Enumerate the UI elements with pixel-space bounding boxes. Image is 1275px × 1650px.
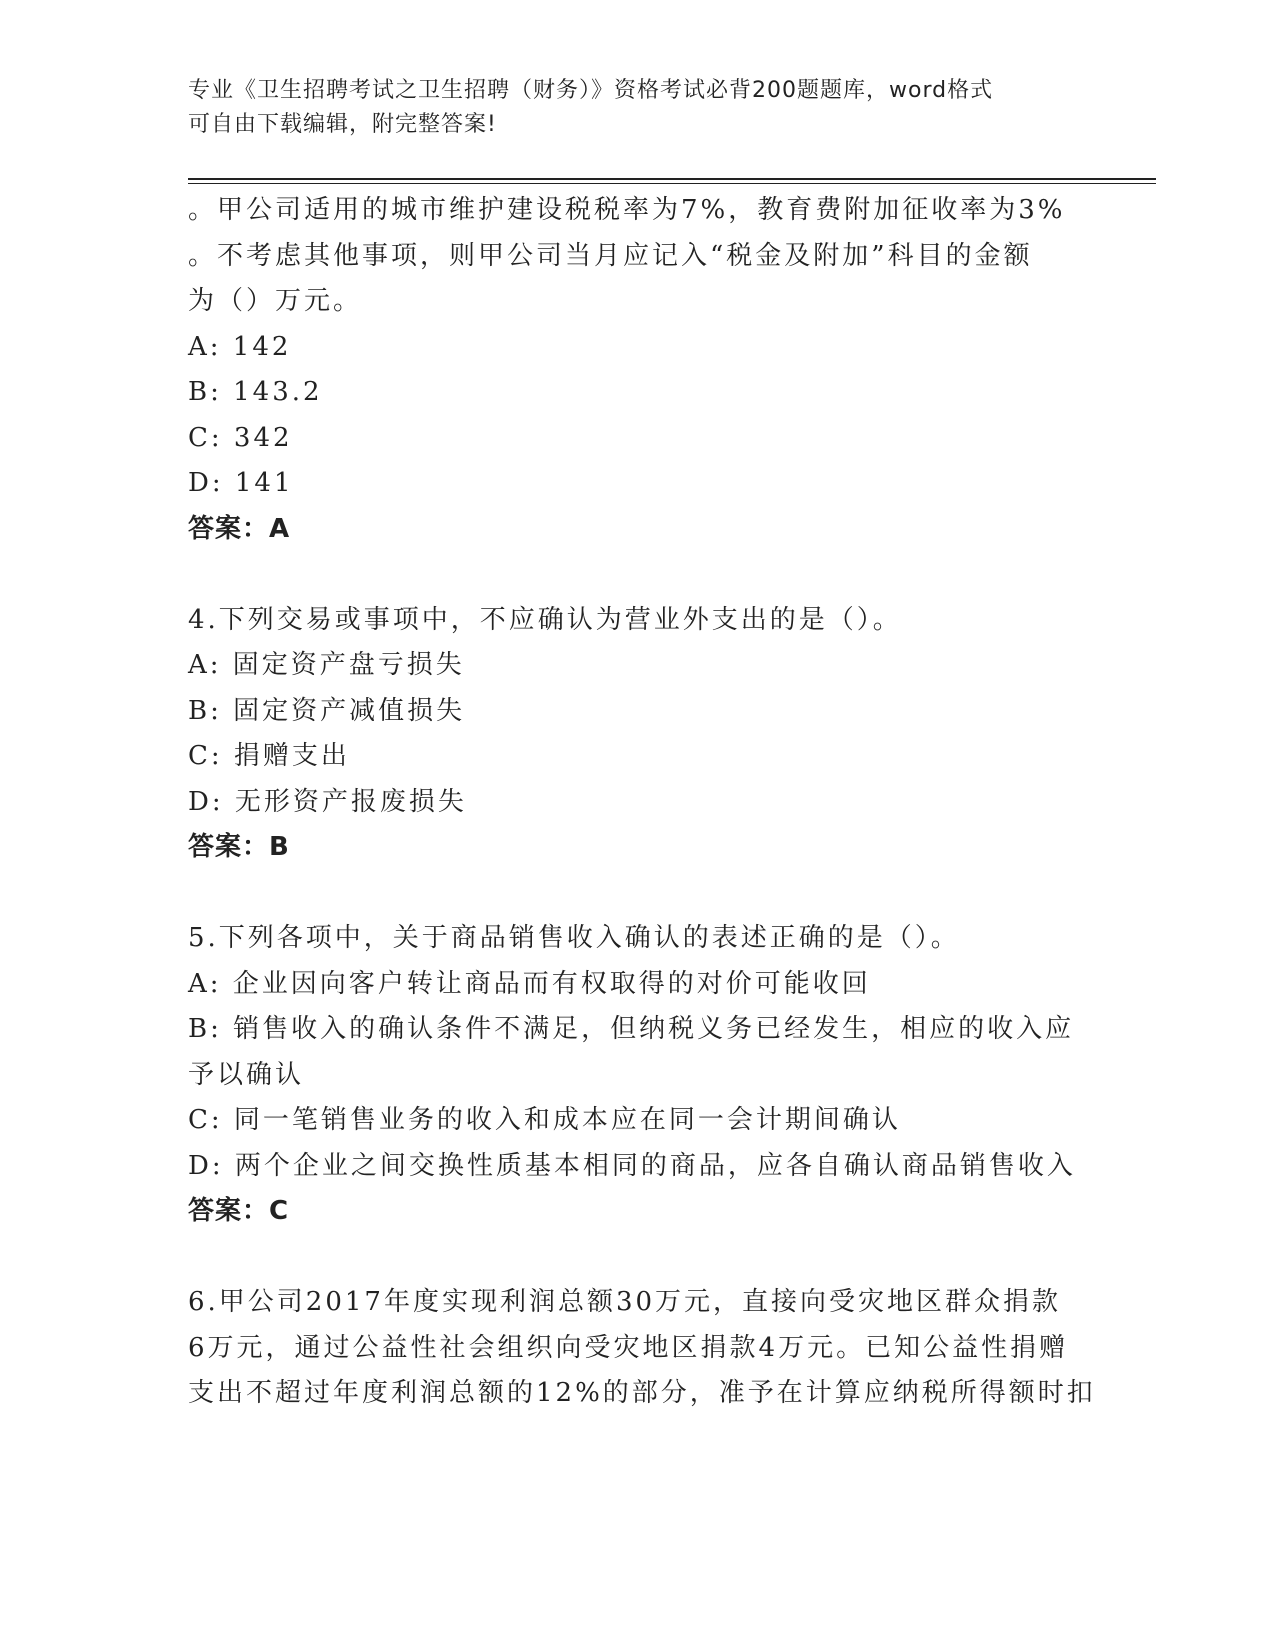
- question-4: [188, 598, 1088, 871]
- header-line-2: 可自由下载编辑，附完整答案!: [188, 112, 497, 137]
- header-line-1: 专业《卫生招聘考试之卫生招聘（财务）》资格考试必背200题题库，word格式: [188, 78, 994, 103]
- question-5-option-b-line-1: B: 销售收入的确认条件不满足，但纳税义务已经发生，相应的收入应: [188, 1014, 1075, 1044]
- document-body: [188, 188, 1096, 1417]
- question-3-option-c: C: 342: [188, 422, 293, 453]
- question-4-option-b: B: 固定资产减值损失: [188, 695, 466, 726]
- spacer: [188, 552, 1088, 598]
- question-5: [188, 916, 1088, 1235]
- question-6-text-line-3: 支出不超过年度利润总额的12%的部分，准予在计算应纳税所得额时扣: [188, 1378, 1096, 1408]
- question-6: [188, 1280, 1096, 1417]
- question-3-option-a: A: 142: [188, 331, 292, 362]
- spacer: [188, 871, 1088, 917]
- question-4-option-a: A: 固定资产盘亏损失: [188, 650, 465, 680]
- question-6-text-line-2: 6万元，通过公益性社会组织向受灾地区捐款4万元。已知公益性捐赠: [188, 1332, 1069, 1363]
- header-rule-thick: [188, 178, 1156, 180]
- document-header: [188, 74, 1068, 142]
- question-4-answer: 答案：B: [188, 832, 290, 862]
- question-5-option-c: C: 同一笔销售业务的收入和成本应在同一会计期间确认: [188, 1105, 901, 1135]
- question-4-option-d: D: 无形资产报废损失: [188, 786, 467, 817]
- question-6-text-line-1: 6.甲公司2017年度实现利润总额30万元，直接向受灾地区群众捐款: [188, 1287, 1062, 1317]
- question-5-option-b-line-2: 予以确认: [188, 1059, 305, 1090]
- question-5-option-d: D: 两个企业之间交换性质基本相同的商品，应各自确认商品销售收入: [188, 1150, 1076, 1181]
- question-3-text-line-2: 。不考虑其他事项，则甲公司当月应记入“税金及附加”科目的金额: [188, 240, 1033, 271]
- question-5-option-a: A: 企业因向客户转让商品而有权取得的对价可能收回: [188, 968, 871, 999]
- question-5-text: 5.下列各项中，关于商品销售收入确认的表述正确的是（）。: [188, 923, 960, 953]
- header-rule-thin: [188, 183, 1156, 184]
- spacer: [188, 1235, 1088, 1281]
- question-3: [188, 188, 1088, 552]
- question-5-answer: 答案：C: [188, 1196, 290, 1226]
- question-3-option-b: B: 143.2: [188, 377, 323, 407]
- question-3-answer: 答案：A: [188, 513, 291, 544]
- question-4-option-c: C: 捐赠支出: [188, 741, 350, 771]
- question-3-option-d: D: 141: [188, 468, 294, 498]
- question-3-text-line-1: 。甲公司适用的城市维护建设税税率为7%，教育费附加征收率为3%: [188, 195, 1066, 225]
- question-3-text-line-3: 为（）万元。: [188, 286, 363, 316]
- question-4-text: 4.下列交易或事项中，不应确认为营业外支出的是（）。: [188, 604, 902, 635]
